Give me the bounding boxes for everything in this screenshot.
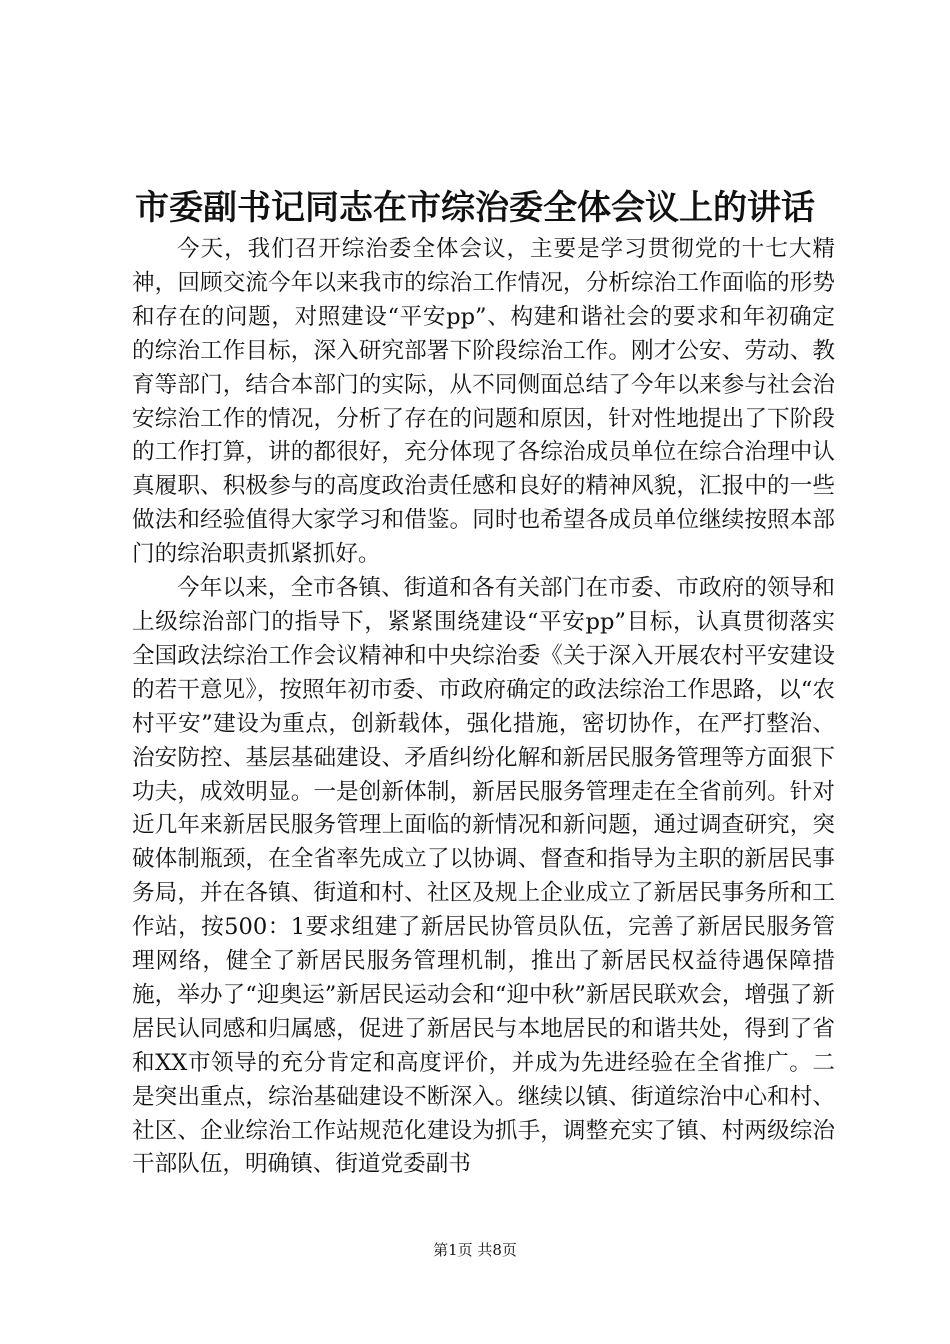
document-title: 市委副书记同志在市综治委全体会议上的讲话 [135,188,815,228]
document-body [132,233,835,1182]
paragraph-1: 今天，我们召开综治委全体会议，主要是学习贯彻党的十七大精神，回顾交流今年以来我市的综治工作情况，分析综治工作面临的形势和存在的问题，对照建设“平安pp”、构建和谐社会的要求和年初确定的综治工作目标，深入研究部署下阶段综治工作。刚才公安、劳动、教育等部门，结合本部门的实际，从不同侧面总结了今年以来参与社会治安综治工作的情况，分析了存在的问题和原因，针对性地提出了下阶段的工作打算，讲的都很好，充分体现了各综治成员单位在综合治理中认真履职、积极参与的高度政治责任感和良好的精神风貌，汇报中的一些做法和经验值得大家学习和借鉴。同时也希望各成员单位继续按照本部门的综治职责抓紧抓好。 [132,236,835,568]
paragraph-2: 今年以来，全市各镇、街道和各有关部门在市委、市政府的领导和上级综治部门的指导下，紧紧围绕建设“平安pp”目标，认真贯彻落实全国政法综治工作会议精神和中央综治委《关于深入开展农村平安建设的若干意见》，按照年初市委、市政府确定的政法综治工作思路，以“农村平安”建设为重点，创新载体，强化措施，密切协作，在严打整治、治安防控、基层基础建设、矛盾纠纷化解和新居民服务管理等方面狠下功夫，成效明显。一是创新体制，新居民服务管理走在全省前列。针对近几年来新居民服务管理上面临的新情况和新问题，通过调查研究，突破体制瓶颈，在全省率先成立了以协调、督查和指导为主职的新居民事务局，并在各镇、街道和村、社区及规上企业成立了新居民事务所和工作站，按500：1要求组建了新居民协管员队伍，完善了新居民服务管理网络，健全了新居民服务管理机制，推出了新居民权益待遇保障措施，举办了“迎奥运”新居民运动会和“迎中秋”新居民联欢会，增强了新居民认同感和归属感，促进了新居民与本地居民的和谐共处，得到了省和XX市领导的充分肯定和高度评价，并成为先进经验在全省推广。二是突出重点，综治基础建设不断深入。继续以镇、街道综治中心和村、社区、企业综治工作站规范化建设为抓手，调整充实了镇、村两级综治干部队伍，明确镇、街道党委副书 [132,575,835,1178]
page-number-footer: 第1页 共8页 [433,1241,517,1259]
